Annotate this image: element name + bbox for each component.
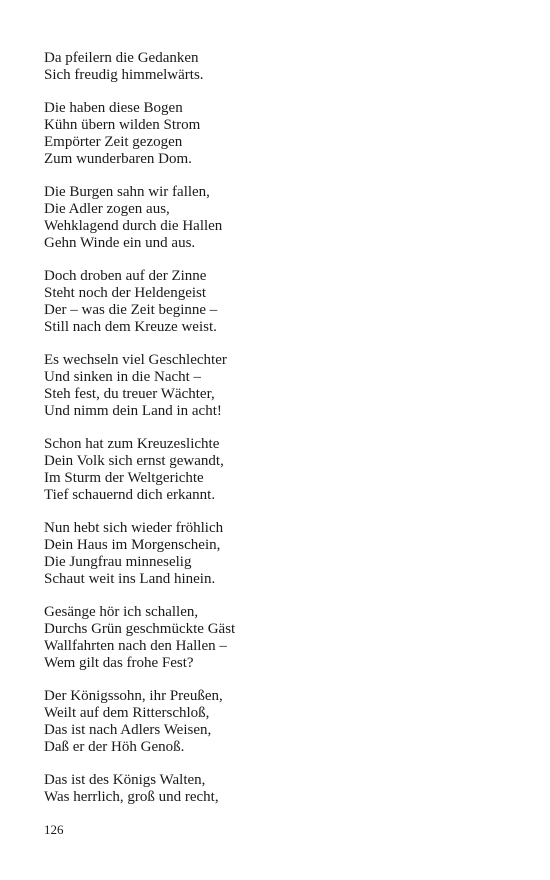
stanza	[44, 352, 524, 420]
stanza	[44, 100, 524, 168]
poem-line: Im Sturm der Weltgerichte	[44, 470, 204, 486]
poem-line: Dein Haus im Morgenschein,	[44, 537, 221, 553]
poem-line: Daß er der Höh Genoß.	[44, 739, 185, 755]
poem-line: Kühn übern wilden Strom	[44, 117, 201, 133]
poem-line: Zum wunderbaren Dom.	[44, 151, 192, 167]
poem-line: Still nach dem Kreuze weist.	[44, 319, 217, 335]
poem-line: Gesänge hör ich schallen,	[44, 604, 199, 620]
poem-line: Schaut weit ins Land hinein.	[44, 571, 216, 587]
stanza	[44, 520, 524, 588]
poem-line: Der – was die Zeit beginne –	[44, 302, 218, 318]
poem-line: Weilt auf dem Ritterschloß,	[44, 705, 210, 721]
poem-line: Steht noch der Heldengeist	[44, 285, 207, 301]
stanza	[44, 268, 524, 336]
poem-line: Die haben diese Bogen	[44, 100, 183, 116]
poem-line: Steh fest, du treuer Wächter,	[44, 386, 215, 402]
poem-line: Sich freudig himmelwärts.	[44, 67, 204, 83]
stanza	[44, 50, 524, 84]
poem-line: Das ist nach Adlers Weisen,	[44, 722, 212, 738]
poem-line: Und nimm dein Land in acht!	[44, 403, 222, 419]
stanza	[44, 436, 524, 504]
poem-text	[44, 50, 524, 822]
poem-line: Da pfeilern die Gedanken	[44, 50, 199, 66]
poem-line: Durchs Grün geschmückte Gäst	[44, 621, 236, 637]
poem-line: Wem gilt das frohe Fest?	[44, 655, 194, 671]
poem-line: Die Jungfrau minneselig	[44, 554, 192, 570]
poem-line: Wehklagend durch die Hallen	[44, 218, 223, 234]
poem-line: Doch droben auf der Zinne	[44, 268, 207, 284]
stanza	[44, 604, 524, 672]
stanza	[44, 184, 524, 252]
poem-line: Schon hat zum Kreuzeslichte	[44, 436, 220, 452]
poem-line: Die Adler zogen aus,	[44, 201, 170, 217]
poem-line: Wallfahrten nach den Hallen –	[44, 638, 227, 654]
poem-line: Es wechseln viel Geschlechter	[44, 352, 227, 368]
poem-line: Und sinken in die Nacht –	[44, 369, 202, 385]
poem-line: Was herrlich, groß und recht,	[44, 789, 219, 805]
poem-line: Dein Volk sich ernst gewandt,	[44, 453, 224, 469]
poem-line: Der Königssohn, ihr Preußen,	[44, 688, 223, 704]
poem-line: Das ist des Königs Walten,	[44, 772, 206, 788]
poem-line: Gehn Winde ein und aus.	[44, 235, 196, 251]
poem-line: Tief schauernd dich erkannt.	[44, 487, 216, 503]
poem-line: Die Burgen sahn wir fallen,	[44, 184, 210, 200]
page-number: 126	[44, 822, 64, 837]
poem-line: Nun hebt sich wieder fröhlich	[44, 520, 224, 536]
stanza	[44, 688, 524, 756]
stanza	[44, 772, 524, 806]
poem-line: Empörter Zeit gezogen	[44, 134, 183, 150]
